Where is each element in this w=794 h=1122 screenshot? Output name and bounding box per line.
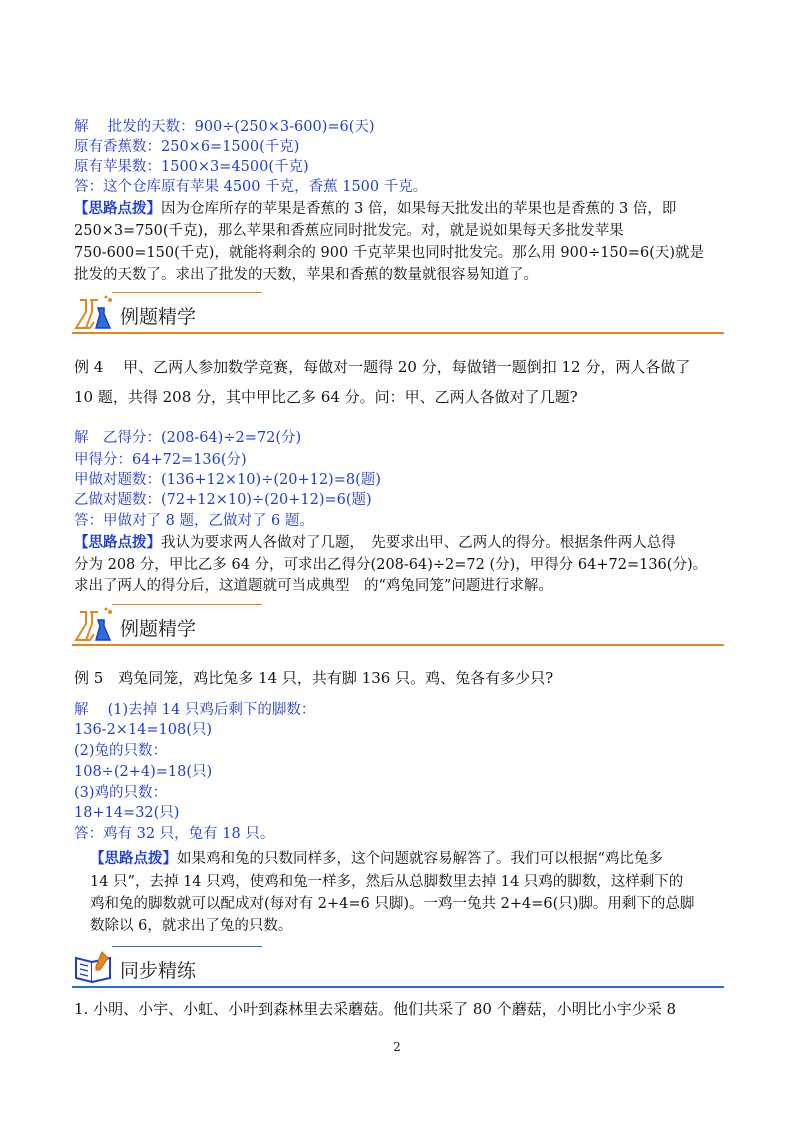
tip-text: 鸡和兔的脚数就可以配成对(每对有 2+4=6 只脚)。一鸡一兔共 2+4=6(只)脚。用剩下的总脚 bbox=[90, 896, 695, 912]
solution-line: 解 乙得分：(208-64)÷2=72(分) bbox=[74, 430, 302, 446]
tip-text: 我认为要求两人各做对了几题， 先要求出甲、乙两人的得分。根据条件两人总得 bbox=[161, 535, 676, 551]
tip-text: 750-600=150(千克)，就能将剩余的 900 千克苹果也同时批发完。那么用 900÷150=6(天)就是 bbox=[74, 245, 705, 261]
section-rule bbox=[72, 332, 724, 334]
solution-line: 原有苹果数：1500×3=4500(千克) bbox=[74, 159, 309, 175]
solution-line: (2)兔的只数： bbox=[74, 743, 168, 759]
solution-line: 甲得分：64+72=136(分) bbox=[74, 452, 247, 468]
section-header bbox=[72, 946, 724, 988]
section-header bbox=[72, 292, 724, 334]
solution-line: 乙做对题数：(72+12×10)÷(20+12)=6(题) bbox=[74, 492, 372, 508]
solution-line: 解 批发的天数：900÷(250×3-600)=6(天) bbox=[74, 119, 375, 135]
solution-line: 甲做对题数：(136+12×10)÷(20+12)=8(题) bbox=[74, 472, 381, 488]
tip-text: 数除以 6，就求出了兔的只数。 bbox=[90, 918, 293, 934]
solution-line: (3)鸡的只数： bbox=[74, 785, 168, 801]
tip-paragraph-line bbox=[90, 849, 663, 869]
solution-line: 解 (1)去掉 14 只鸡后剩下的脚数： bbox=[74, 702, 316, 718]
example-statement: 10 题，共得 208 分，其中甲比乙多 64 分。问：甲、乙两人各做对了几题? bbox=[74, 388, 578, 406]
answer-line: 答：鸡有 32 只，兔有 18 只。 bbox=[74, 826, 275, 842]
answer-line: 答：这个仓库原有苹果 4500 千克，香蕉 1500 千克。 bbox=[74, 179, 428, 195]
example-statement: 例 5 鸡兔同笼，鸡比兔多 14 只，共有脚 136 只。鸡、兔各有多少只? bbox=[74, 669, 554, 687]
tip-text: 因为仓库所存的苹果是香蕉的 3 倍，如果每天批发出的苹果也是香蕉的 3 倍，即 bbox=[161, 201, 677, 217]
header-top-rule bbox=[112, 292, 262, 293]
tip-paragraph-line bbox=[74, 533, 676, 553]
solution-line: 原有香蕉数：250×6=1500(千克) bbox=[74, 139, 300, 155]
section-header bbox=[72, 604, 724, 646]
lab-flask-icon bbox=[72, 606, 116, 644]
tip-text: 求出了两人的得分后，这道题就可当成典型 的“鸡兔同笼”问题进行求解。 bbox=[74, 578, 553, 594]
section-rule bbox=[72, 644, 724, 646]
section-title: 例题精学 bbox=[120, 306, 197, 328]
header-top-rule bbox=[112, 946, 262, 947]
exercise-statement: 1. 小明、小宇、小虹、小叶到森林里去采蘑菇。他们共采了 80 个蘑菇，小明比小宇少采 8 bbox=[74, 1000, 677, 1018]
tip-label: 【思路点拨】 bbox=[74, 534, 161, 551]
tip-text: 250×3=750(千克)，那么苹果和香蕉应同时批发完。对，就是说如果每天多批发苹果 bbox=[74, 223, 624, 239]
tip-label: 【思路点拨】 bbox=[90, 850, 177, 867]
example-statement: 例 4 甲、乙两人参加数学竞赛，每做对一题得 20 分，每做错一题倒扣 12 分，两人各做了 bbox=[74, 358, 691, 376]
tip-paragraph-line bbox=[74, 199, 676, 219]
section-title: 同步精练 bbox=[120, 960, 197, 982]
tip-text: 如果鸡和兔的只数同样多，这个问题就容易解答了。我们可以根据“鸡比兔多 bbox=[177, 851, 663, 867]
section-title: 例题精学 bbox=[120, 618, 197, 640]
page-number: 2 bbox=[393, 1040, 401, 1054]
tip-text: 分为 208 分，甲比乙多 64 分，可求出乙得分(208-64)÷2=72 (分)，甲得分 64+72=136(分)。 bbox=[74, 557, 708, 573]
tip-text: 14 只”，去掉 14 只鸡，使鸡和兔一样多，然后从总脚数里去掉 14 只鸡的脚数，这样剩下的 bbox=[90, 874, 684, 890]
section-rule bbox=[72, 986, 724, 988]
header-top-rule bbox=[112, 604, 262, 605]
tip-text: 批发的天数了。求出了批发的天数，苹果和香蕉的数量就很容易知道了。 bbox=[74, 267, 538, 283]
solution-line: 136-2×14=108(只) bbox=[74, 722, 213, 738]
answer-line: 答：甲做对了 8 题，乙做对了 6 题。 bbox=[74, 513, 314, 529]
lab-flask-icon bbox=[72, 294, 116, 332]
tip-label: 【思路点拨】 bbox=[74, 200, 161, 217]
open-book-icon bbox=[72, 948, 116, 986]
solution-line: 108÷(2+4)=18(只) bbox=[74, 764, 213, 780]
solution-line: 18+14=32(只) bbox=[74, 805, 180, 821]
